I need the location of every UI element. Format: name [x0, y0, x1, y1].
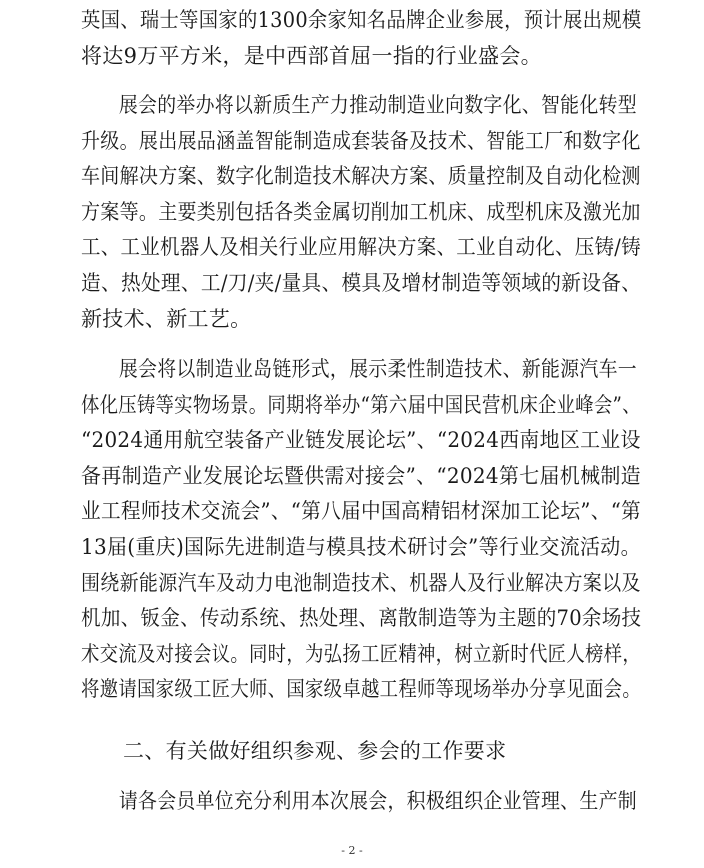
text-line: 机加、钣金、传动系统、热处理、离散制造等为主题的70余场技: [81, 606, 642, 631]
paragraph-requirements: [81, 784, 641, 820]
paragraph-exhibits: [81, 88, 641, 337]
text-line: 展会将以制造业岛链形式，展示柔性制造技术、新能源汽车一: [118, 357, 637, 381]
text-line: 车间解决方案、数字化制造技术解决方案、质量控制及自动化检测: [81, 164, 641, 189]
text-line: 方案等。主要类别包括各类金属切削加工机床、成型机床及激光加: [81, 199, 641, 224]
page-number: - 2 -: [341, 844, 363, 857]
text-line: 体化压铸等实物场景。同期将举办“第六届中国民营机床企业峰会”、: [81, 392, 641, 417]
text-line: 请各会员单位充分利用本次展会，积极组织企业管理、生产制: [118, 789, 637, 813]
text-line: 将邀请国家级工匠大师、国家级卓越工程师等现场举办分享见面会。: [81, 677, 642, 702]
text-line: 新技术、新工艺。: [81, 306, 252, 331]
text-line: 13届(重庆)国际先进制造与模具技术研讨会”等行业交流活动。: [81, 534, 641, 559]
text-line: 术交流及对接会议。同时，为弘扬工匠精神，树立新时代匠人榜样，: [81, 641, 642, 666]
text-line: 升级。展出展品涵盖智能制造成套装备及技术、智能工厂和数字化: [81, 128, 641, 153]
text-line: 工、工业机器人及相关行业应用解决方案、工业自动化、压铸/铸: [81, 235, 641, 260]
paragraph-exhibitors: [81, 3, 641, 74]
text-line: 展会的举办将以新质生产力推动制造业向数字化、智能化转型: [118, 93, 637, 117]
text-line: 英国、瑞士等国家的1300余家知名品牌企业参展，预计展出规模: [81, 8, 642, 32]
text-line: 备再制造产业发展论坛暨供需对接会”、“2024第七届机械制造: [81, 463, 641, 488]
paragraph-events: [81, 352, 641, 708]
text-line: 造、热处理、工/刀/夹/量具、模具及增材制造等领域的新设备、: [81, 270, 642, 295]
text-line: 围绕新能源汽车及动力电池制造技术、机器人及行业解决方案以及: [81, 570, 641, 595]
text-line: 将达9万平方米，是中西部首屈一指的行业盛会。: [81, 43, 542, 68]
text-line: 二、有关做好组织参观、参会的工作要求: [123, 739, 507, 763]
text-line: “2024通用航空装备产业链发展论坛”、“2024西南地区工业设: [81, 428, 641, 453]
text-line: 业工程师技术交流会”、“第八届中国高精铝材深加工论坛”、“第: [81, 499, 641, 524]
section-heading: [81, 734, 641, 770]
